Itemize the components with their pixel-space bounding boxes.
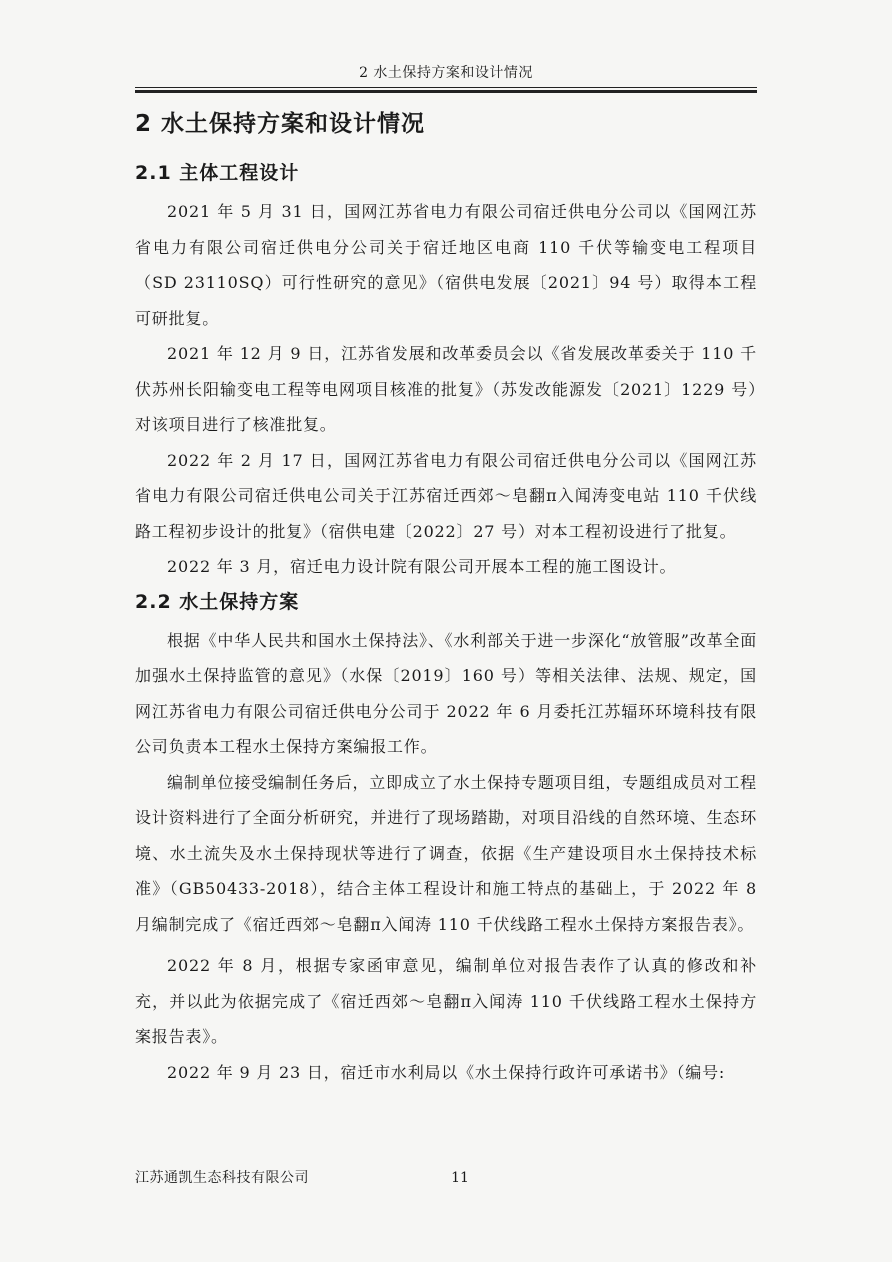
- paragraph: 根据《中华人民共和国水土保持法》、《水利部关于进一步深化“放管服”改革全面加强水土保持监管的意见》（水保〔2019〕160 号）等相关法律、法规、规定，国网江苏省电力有限公司宿迁供电分公司于 2022 年 6 月委托江苏辐环环境科技有限公司负责本工程水土保持方案编报工作。: [135, 630, 757, 756]
- paragraph: 编制单位接受编制任务后，立即成立了水土保持专题项目组，专题组成员对工程设计资料进行了全面分析研究，并进行了现场踏勘，对项目沿线的自然环境、生态环境、水土流失及水土保持现状等进行了调查，依据《生产建设项目水土保持技术标准》（GB50433-2018），结合主体工程设计和施工特点的基础上，于 2022 年 8 月编制完成了《宿迁西郊～皂翻π入闻涛 110 千伏线路工程水土保持方案报告表》。: [135, 772, 757, 934]
- page-number: 11: [451, 1170, 469, 1186]
- paragraph: 2021 年 5 月 31 日，国网江苏省电力有限公司宿迁供电分公司以《国网江苏省电力有限公司宿迁供电分公司关于宿迁地区电商 110 千伏等输变电工程项目（SD 23110SQ）可行性研究的意见》（宿供电发展〔2021〕94 号）取得本工程可研批复。: [135, 202, 757, 328]
- paragraph: 2022 年 3 月，宿迁电力设计院有限公司开展本工程的施工图设计。: [167, 557, 677, 576]
- subsection-title-2-2: 2.2 水土保持方案: [135, 590, 300, 613]
- page-content: [135, 106, 757, 1090]
- paragraph: 2021 年 12 月 9 日，江苏省发展和改革委员会以《省发展改革委关于 110 千伏苏州长阳输变电工程等电网项目核准的批复》（苏发改能源发〔2021〕1229 号）对该项目进行了核准批复。: [135, 344, 757, 434]
- footer-company: 江苏通凯生态科技有限公司: [135, 1170, 309, 1186]
- section-title: 2 水土保持方案和设计情况: [135, 111, 426, 137]
- header-rule-thick: [135, 90, 757, 93]
- paragraph: 2022 年 9 月 23 日，宿迁市水利局以《水土保持行政许可承诺书》（编号:: [167, 1062, 726, 1082]
- paragraph: 2022 年 2 月 17 日，国网江苏省电力有限公司宿迁供电分公司以《国网江苏省电力有限公司宿迁供电公司关于江苏宿迁西郊～皂翻π入闻涛变电站 110 千伏线路工程初步设计的批复》（宿供电建〔2022〕27 号）对本工程初设进行了批复。: [135, 450, 757, 541]
- header-rule-thin: [135, 87, 757, 88]
- subsection-title-2-1: 2.1 主体工程设计: [135, 162, 300, 184]
- running-header: 2 水土保持方案和设计情况: [359, 65, 533, 81]
- paragraph: 2022 年 8 月，根据专家函审意见，编制单位对报告表作了认真的修改和补充，并以此为依据完成了《宿迁西郊～皂翻π入闻涛 110 千伏线路工程水土保持方案报告表》。: [135, 956, 757, 1046]
